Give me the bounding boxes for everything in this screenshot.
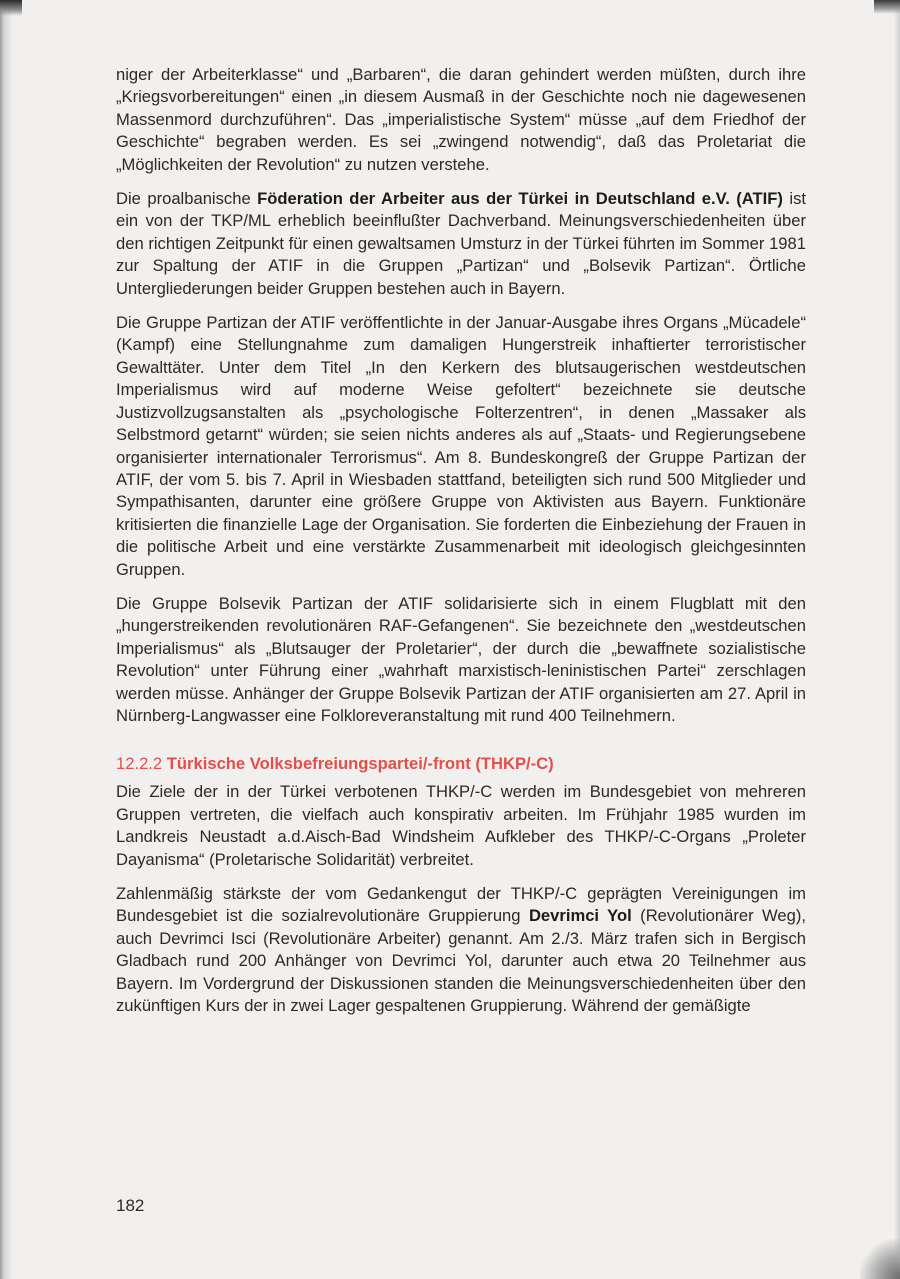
page-corner-bottom-right [860, 1239, 900, 1279]
page-binding-shadow [0, 0, 12, 1279]
page-number: 182 [116, 1196, 145, 1215]
section-title: Türkische Volksbefreiungspartei/-front (THKP/-C) [166, 754, 554, 774]
paragraph-2-intro: Die proalbanische [116, 189, 258, 209]
page-corner-top-right [874, 0, 900, 14]
paragraph-3: Die Gruppe Partizan der ATIF veröffentlichte in der Januar-Ausgabe ihres Organs „Mücadele“ (Kampf) eine Stellungnahme zum damaligen Hungerstreik inhaftierter terroristischer Gewalttäter. Unter dem Titel „In den Kerkern des blutsaugerischen westdeutschen Imperialismus wird auf moderne Weise gefoltert“ bezeichnete sie deutsche Justizvollzugsanstalten als „psychologische Folterzentren“, in denen „Massaker als Selbstmord getarnt“ würden; sie seien nichts anderes als auf „Staats- und Regierungsebene organisierter internationaler Terrorismus“. Am 8. Bundeskongreß der Gruppe Partizan der ATIF, der vom 5. bis 7. April in Wiesbaden stattfand, beteiligten sich rund 500 Mitglieder und Sympathisanten, darunter eine größere Gruppe von Aktivisten aus Bayern. Funktionäre kritisierten die finanzielle Lage der Organisation. Sie forderten die Einbeziehung der Frauen in die politische Arbeit und eine verstärkte Zusammenarbeit mit ideologisch gleichgesinnten Gruppen. [116, 313, 806, 579]
page-right-edge [894, 0, 900, 1279]
paragraph-1: niger der Arbeiterklasse“ und „Barbaren“, die daran gehindert werden müßten, durch ihre „Kriegsvorbereitungen“ einen „in diesem Ausmaß in der Geschichte noch nie dagewesenen Massenmord durchzuführen“. Das „imperialistische System“ müsse „auf dem Friedhof der Geschichte“ begraben werden. Es sei „zwingend notwendig“, daß das Proletariat die „Möglichkeiten der Revolution“ zu nutzen verstehe. [116, 65, 806, 174]
paragraph-5: Die Ziele der in der Türkei verbotenen THKP/-C werden im Bundesgebiet von mehreren Gruppen vertreten, die vielfach auch konspirativ arbeiten. Im Frühjahr 1985 wurden im Landkreis Neustadt a.d.Aisch-Bad Windsheim Aufkleber des THKP/-C-Organs „Proleter Dayanisma“ (Proletarische Solidarität) verbreitet. [116, 782, 806, 869]
paragraph-6-intro: Zahlenmäßig stärkste der vom Gedankengut der THKP/-C geprägten Vereinigungen im Bundesgebiet ist die sozialrevolutionäre Gruppierung [116, 884, 806, 926]
paragraph-2 [116, 188, 806, 300]
paragraph-6 [116, 883, 806, 1017]
paragraph-6-body: (Revolutionärer Weg), auch Devrimci Isci (Revolutionäre Arbeiter) genannt. Am 2./3. März trafen sich in Bergisch Gladbach rund 200 Anhänger von Devrimci Yol, darunter auch etwa 20 Teilnehmer aus Bayern. Im Vordergrund der Diskussionen standen die Meinungsverschiedenheiten über den zukünftigen Kurs der in zwei Lager gespaltenen Gruppierung. Während der gemäßigte [116, 906, 806, 1016]
page-corner-top-left [0, 0, 22, 16]
page-body [116, 64, 806, 1029]
organization-name-atif: Föderation der Arbeiter aus der Türkei in Deutschland e.V. (ATIF) [257, 189, 783, 209]
organization-name-devrimci-yol: Devrimci Yol [528, 906, 632, 926]
paragraph-2-body: ist ein von der TKP/ML erheblich beeinflußter Dachverband. Meinungsverschiedenheiten über den richtigen Zeitpunkt für einen gewaltsamen Umsturz in der Türkei führten im Sommer 1981 zur Spaltung der ATIF in die Gruppen „Partizan“ und „Bolsevik Partizan“. Örtliche Untergliederungen beider Gruppen bestehen auch in Bayern. [116, 189, 806, 298]
paragraph-4: Die Gruppe Bolsevik Partizan der ATIF solidarisierte sich in einem Flugblatt mit den „hungerstreikenden revolutionären RAF-Gefangenen“. Sie bezeichnete den „westdeutschen Imperialismus“ als „Blutsauger der Proletarier“, der durch die „bewaffnete sozialistische Revolution“ unter Führung einer „wahrhaft marxistisch-leninistischen Partei“ zerschlagen werden müsse. Anhänger der Gruppe Bolsevik Partizan der ATIF organisierten am 27. April in Nürnberg-Langwasser eine Folkloreveranstaltung mit rund 400 Teilnehmern. [116, 593, 806, 725]
section-heading [116, 753, 806, 775]
section-number: 12.2.2 [116, 754, 163, 774]
